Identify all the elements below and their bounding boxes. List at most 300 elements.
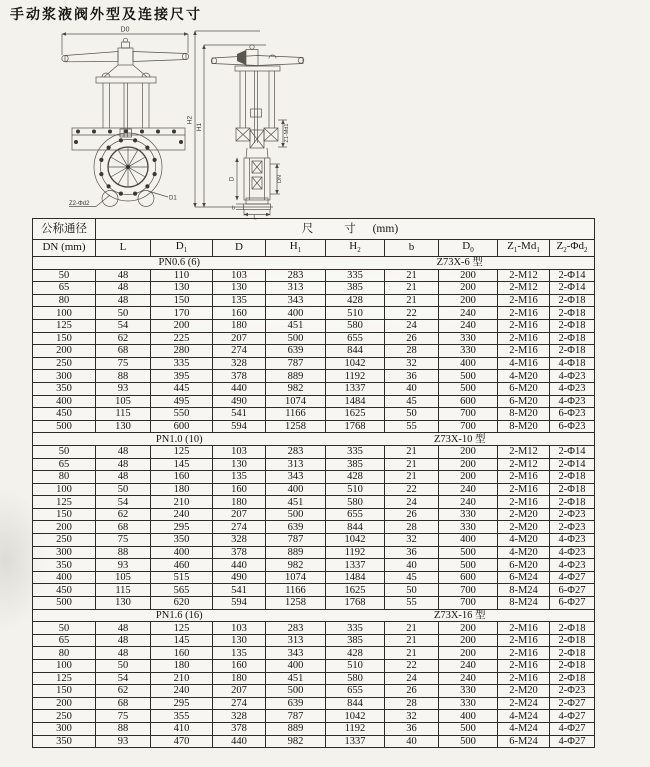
cell: 350 [33,559,96,572]
cell: 54 [96,672,151,685]
cell: 2-M16 [498,345,550,358]
cell: 655 [326,685,385,698]
table-row [33,697,595,710]
cell: 145 [151,634,213,647]
cell: 28 [385,697,439,710]
cell: 210 [151,672,213,685]
cell: 68 [96,697,151,710]
cell: 400 [266,483,326,496]
cell: 2-Φ23 [550,508,595,521]
cell: 150 [33,332,96,345]
cell: 594 [213,420,266,433]
cell: 1337 [326,382,385,395]
cell: 130 [213,282,266,295]
table-row [33,408,595,421]
cell: 80 [33,294,96,307]
cell: 240 [439,307,498,320]
col-header: $D_1$ [151,240,213,257]
cell: 4-Φ27 [550,710,595,723]
cell: 100 [33,307,96,320]
cell: 335 [326,445,385,458]
cell: 500 [439,546,498,559]
cell: 2-Φ18 [550,622,595,635]
cell: 4-M16 [498,357,550,370]
table-row [33,584,595,597]
cell: 26 [385,508,439,521]
cell: 2-Φ18 [550,647,595,660]
cell: 330 [439,697,498,710]
cell: 440 [213,735,266,748]
dim-label-h2: H2 [186,115,194,125]
cell: 655 [326,508,385,521]
section-pn-label: PN0.6 (6) [33,257,326,270]
table-row [33,445,595,458]
cell: 88 [96,370,151,383]
cell: 2-Φ18 [550,634,595,647]
cell: 500 [439,382,498,395]
cell: 335 [326,622,385,635]
cell: 385 [326,634,385,647]
cell: 4-M20 [498,546,550,559]
header-row-columns [33,240,595,257]
cell: 428 [326,294,385,307]
cell: 105 [96,395,151,408]
section-row-pn06 [33,257,595,270]
cell: 500 [439,735,498,748]
cell: 700 [439,597,498,610]
cell: 395 [151,370,213,383]
dn-header: DN (mm) [33,240,96,257]
cell: 428 [326,647,385,660]
cell: 2-Φ18 [550,307,595,320]
col-header: L [96,240,151,257]
cell: 250 [33,710,96,723]
table-row [33,571,595,584]
cell: 2-M16 [498,319,550,332]
cell: 160 [213,660,266,673]
cell: 200 [439,647,498,660]
cell: 313 [266,282,326,295]
cell: 594 [213,597,266,610]
cell: 48 [96,647,151,660]
table-row [33,458,595,471]
dn-header-title: 公称通径 [33,219,96,240]
cell: 4-Φ23 [550,546,595,559]
cell: 75 [96,710,151,723]
cell: 50 [385,584,439,597]
col-header: $D_0$ [439,240,498,257]
cell: 274 [213,697,266,710]
cell: 32 [385,534,439,547]
cell: 130 [213,458,266,471]
cell: 889 [266,370,326,383]
cell: 4-Φ23 [550,370,595,383]
cell: 22 [385,660,439,673]
cell: 50 [33,269,96,282]
cell: 283 [266,445,326,458]
cell: 36 [385,370,439,383]
table-row [33,521,595,534]
cell: 50 [33,445,96,458]
cell: 200 [439,634,498,647]
cell: 787 [266,710,326,723]
cell: 490 [213,395,266,408]
col-header: $Z_2-\Phi d_2$ [550,240,595,257]
cell: 50 [96,660,151,673]
cell: 440 [213,559,266,572]
table-row [33,370,595,383]
cell: 2-M16 [498,622,550,635]
cell: 400 [151,546,213,559]
cell: 2-M16 [498,483,550,496]
cell: 330 [439,685,498,698]
cell: 580 [326,319,385,332]
cell: 135 [213,471,266,484]
cell: 355 [151,710,213,723]
cell: 385 [326,458,385,471]
cell: 130 [213,634,266,647]
cell: 1042 [326,710,385,723]
cell: 80 [33,647,96,660]
cell: 21 [385,622,439,635]
table-row [33,420,595,433]
cell: 295 [151,697,213,710]
cell: 8-M20 [498,408,550,421]
cell: 48 [96,282,151,295]
cell: 75 [96,357,151,370]
cell: 160 [213,307,266,320]
valve-drawing-svg [40,25,340,220]
cell: 24 [385,672,439,685]
cell: 200 [151,319,213,332]
cell: 2-M16 [498,294,550,307]
cell: 32 [385,710,439,723]
cell: 844 [326,345,385,358]
section-model-label: Z73X-6 型 [326,257,595,270]
cell: 100 [33,660,96,673]
cell: 700 [439,420,498,433]
cell: 600 [439,571,498,584]
cell: 240 [439,496,498,509]
cell: 500 [439,559,498,572]
cell: 400 [439,534,498,547]
cell: 1258 [266,597,326,610]
cell: 510 [326,307,385,320]
cell: 982 [266,735,326,748]
cell: 500 [266,508,326,521]
valve-drawings [40,25,340,220]
cell: 283 [266,269,326,282]
cell: 125 [151,622,213,635]
valve-side-view [187,31,304,220]
cell: 28 [385,521,439,534]
cell: 8-M24 [498,597,550,610]
cell: 2-M16 [498,634,550,647]
cell: 62 [96,508,151,521]
cell: 50 [96,483,151,496]
cell: 313 [266,634,326,647]
cell: 328 [213,710,266,723]
cell: 2-Φ27 [550,697,595,710]
cell: 1337 [326,559,385,572]
cell: 313 [266,458,326,471]
cell: 2-Φ18 [550,294,595,307]
table-row [33,597,595,610]
cell: 639 [266,345,326,358]
cell: 330 [439,332,498,345]
table-row [33,496,595,509]
table-row [33,710,595,723]
cell: 130 [96,597,151,610]
cell: 4-Φ18 [550,357,595,370]
cell: 6-M20 [498,382,550,395]
cell: 4-M20 [498,370,550,383]
cell: 125 [33,319,96,332]
dim-label-d0: D0 [120,26,130,34]
table-row [33,319,595,332]
cell: 1166 [266,584,326,597]
cell: 4-Φ23 [550,559,595,572]
cell: 2-M16 [498,660,550,673]
dim-label-dn: DN [277,175,283,183]
cell: 180 [213,672,266,685]
cell: 2-Φ18 [550,319,595,332]
table-row [33,332,595,345]
cell: 844 [326,521,385,534]
cell: 48 [96,269,151,282]
cell: 50 [96,307,151,320]
cell: 110 [151,269,213,282]
cell: 500 [33,420,96,433]
table-row [33,622,595,635]
cell: 240 [151,685,213,698]
cell: 600 [151,420,213,433]
cell: 500 [33,597,96,610]
cell: 335 [326,269,385,282]
dim-label-z1: Z1-Md1 [284,123,290,143]
cell: 445 [151,382,213,395]
cell: 45 [385,395,439,408]
cell: 36 [385,546,439,559]
cell: 50 [385,408,439,421]
cell: 160 [213,483,266,496]
cell: 210 [151,496,213,509]
cell: 385 [326,282,385,295]
dim-label-h1: H1 [196,122,204,132]
cell: 4-M24 [498,722,550,735]
cell: 510 [326,483,385,496]
cell: 6-M20 [498,395,550,408]
cell: 490 [213,571,266,584]
cell: 200 [439,294,498,307]
cell: 330 [439,508,498,521]
table-row [33,634,595,647]
cell: 400 [266,307,326,320]
cell: 2-M16 [498,307,550,320]
cell: 125 [33,496,96,509]
cell: 207 [213,332,266,345]
cell: 22 [385,307,439,320]
cell: 2-M20 [498,685,550,698]
cell: 6-Φ23 [550,420,595,433]
cell: 2-Φ14 [550,282,595,295]
cell: 1484 [326,395,385,408]
cell: 400 [266,660,326,673]
cell: 787 [266,534,326,547]
cell: 48 [96,622,151,635]
cell: 844 [326,697,385,710]
cell: 1625 [326,584,385,597]
table-row [33,357,595,370]
cell: 4-Φ23 [550,534,595,547]
cell: 36 [385,722,439,735]
cell: 2-Φ23 [550,521,595,534]
cell: 330 [439,345,498,358]
cell: 200 [439,622,498,635]
cell: 4-Φ27 [550,722,595,735]
cell: 125 [151,445,213,458]
cell: 180 [213,496,266,509]
cell: 787 [266,357,326,370]
cell: 21 [385,282,439,295]
cell: 2-Φ23 [550,685,595,698]
cell: 2-M12 [498,445,550,458]
cell: 470 [151,735,213,748]
cell: 2-Φ18 [550,496,595,509]
cell: 2-M20 [498,521,550,534]
cell: 160 [151,471,213,484]
size-header-unit: (mm) [372,222,399,235]
cell: 378 [213,546,266,559]
cell: 21 [385,445,439,458]
cell: 1484 [326,571,385,584]
cell: 400 [439,710,498,723]
cell: 639 [266,521,326,534]
cell: 28 [385,345,439,358]
cell: 280 [151,345,213,358]
section-model-label: Z73X-10 型 [326,433,595,446]
cell: 62 [96,332,151,345]
cell: 1192 [326,370,385,383]
cell: 2-M16 [498,672,550,685]
cell: 105 [96,571,151,584]
cell: 400 [439,357,498,370]
cell: 2-Φ18 [550,471,595,484]
cell: 48 [96,294,151,307]
cell: 343 [266,294,326,307]
cell: 565 [151,584,213,597]
cell: 8-M20 [498,420,550,433]
cell: 330 [439,521,498,534]
cell: 580 [326,496,385,509]
cell: 250 [33,357,96,370]
valve-front-view [62,27,189,208]
cell: 550 [151,408,213,421]
cell: 283 [266,622,326,635]
cell: 240 [439,672,498,685]
table-row [33,483,595,496]
cell: 620 [151,597,213,610]
cell: 700 [439,584,498,597]
cell: 2-Φ18 [550,332,595,345]
cell: 48 [96,458,151,471]
cell: 2-M12 [498,269,550,282]
cell: 80 [33,471,96,484]
cell: 428 [326,471,385,484]
cell: 40 [385,559,439,572]
dim-label-z2: Z2-Φd2 [69,201,90,207]
table-row [33,471,595,484]
cell: 2-M16 [498,647,550,660]
cell: 300 [33,370,96,383]
cell: 21 [385,458,439,471]
cell: 250 [33,534,96,547]
cell: 88 [96,546,151,559]
cell: 200 [439,471,498,484]
cell: 62 [96,685,151,698]
cell: 145 [151,458,213,471]
cell: 343 [266,471,326,484]
table-row [33,307,595,320]
cell: 48 [96,471,151,484]
col-header: $H_1$ [266,240,326,257]
cell: 207 [213,685,266,698]
cell: 130 [151,282,213,295]
cell: 6-Φ27 [550,597,595,610]
section-pn-label: PN1.6 (16) [33,609,326,622]
cell: 500 [266,685,326,698]
cell: 115 [96,408,151,421]
cell: 130 [96,420,151,433]
cell: 400 [33,571,96,584]
cell: 200 [439,458,498,471]
cell: 451 [266,496,326,509]
cell: 889 [266,546,326,559]
cell: 135 [213,647,266,660]
cell: 240 [151,508,213,521]
cell: 700 [439,408,498,421]
cell: 2-M20 [498,508,550,521]
page-title: 手动浆液阀外型及连接尺寸 [10,6,202,22]
cell: 450 [33,584,96,597]
cell: 65 [33,634,96,647]
cell: 328 [213,534,266,547]
cell: 2-Φ14 [550,445,595,458]
cell: 378 [213,370,266,383]
table-row [33,672,595,685]
cell: 200 [439,269,498,282]
table-row [33,647,595,660]
cell: 54 [96,319,151,332]
table-row [33,508,595,521]
cell: 410 [151,722,213,735]
cell: 343 [266,647,326,660]
cell: 4-Φ27 [550,571,595,584]
cell: 1192 [326,546,385,559]
cell: 350 [33,735,96,748]
cell: 32 [385,357,439,370]
table-row [33,395,595,408]
dim-label-d1: D1 [169,195,177,202]
cell: 1042 [326,357,385,370]
cell: 103 [213,622,266,635]
cell: 22 [385,483,439,496]
cell: 274 [213,345,266,358]
cell: 4-M20 [498,534,550,547]
cell: 1768 [326,420,385,433]
header-row-top [33,219,595,240]
cell: 500 [439,722,498,735]
